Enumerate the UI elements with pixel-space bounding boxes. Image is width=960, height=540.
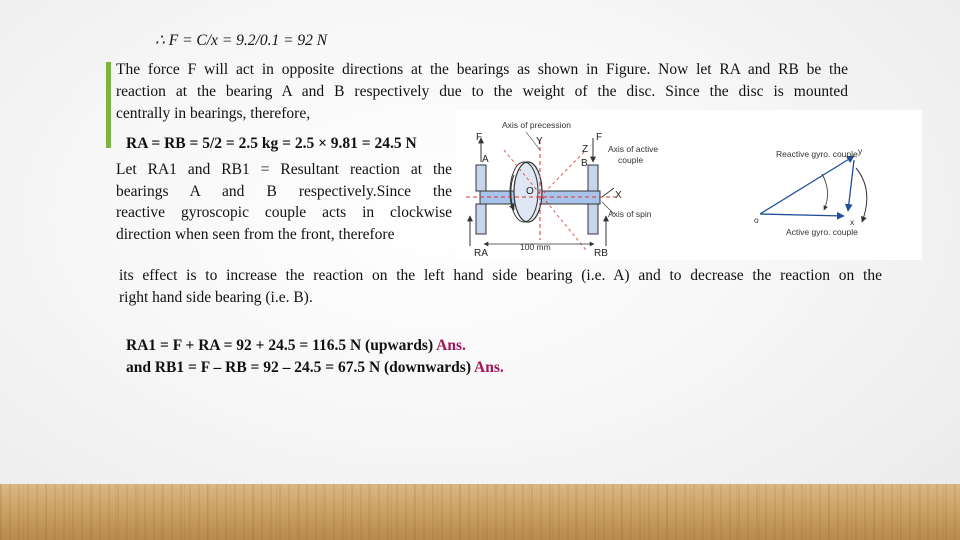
dimension-label: 100 mm xyxy=(520,242,551,252)
label-b: B xyxy=(581,158,588,169)
axis-active-couple-label-2: couple xyxy=(618,155,644,165)
left-column-line-1: Let RA1 and RB1 = Resultant reaction at the xyxy=(116,161,452,178)
label-rb: RB xyxy=(594,248,608,259)
active-couple-label: Active gyro. couple xyxy=(786,227,858,237)
label-z: Z xyxy=(582,144,589,155)
result-a-text: RA1 = F + RA = 92 + 24.5 = 116.5 N (upwards) xyxy=(126,337,434,354)
equation-reactions: RA = RB = 5/2 = 2.5 kg = 2.5 × 9.81 = 24.5 N xyxy=(126,135,417,152)
bearing-a-bottom xyxy=(476,204,486,234)
vector-yx xyxy=(848,160,854,211)
paragraph-line-1: The force F will act in opposite directions at the bearings as shown in Figure. Now let RA and RB be the xyxy=(116,61,848,78)
result-b-text: and RB1 = F – RB = 92 – 24.5 = 67.5 N (downwards) xyxy=(126,359,471,376)
label-x: X xyxy=(615,190,622,201)
bearing-a-top xyxy=(476,165,486,191)
bearing-b-bottom xyxy=(588,204,598,234)
label-ra: RA xyxy=(474,248,488,259)
gyroscope-diagram xyxy=(456,110,922,260)
axis-spin-label: Axis of spin xyxy=(608,209,652,219)
x-leader xyxy=(602,188,614,197)
axis-active-couple-label-1: Axis of active xyxy=(608,144,659,154)
wood-floor-background xyxy=(0,484,960,540)
equation-force-text: ∴ F = C/x = 9.2/0.1 = 92 N xyxy=(155,32,328,49)
left-column-line-3: reactive gyroscopic couple acts in clockwise xyxy=(116,204,452,221)
continuation-line-1: its effect is to increase the reaction on the left hand side bearing (i.e. A) and to decrease the reaction on the xyxy=(119,267,882,284)
bearing-b-top xyxy=(588,165,598,191)
equation-force xyxy=(155,30,327,52)
result-a-ans: Ans. xyxy=(436,337,466,354)
result-a xyxy=(126,335,466,357)
paragraph-line-2: reaction at the bearing A and B respectively due to the weight of the disc. Since the disc is mounted xyxy=(116,83,848,100)
vector-ox xyxy=(760,214,844,216)
axis-precession-label: Axis of precession xyxy=(502,120,571,130)
result-b-ans: Ans. xyxy=(474,359,504,376)
reactive-couple-arrow xyxy=(856,168,867,222)
vector-x-label: x xyxy=(850,217,855,227)
accent-bar xyxy=(106,62,111,148)
vector-y-label: y xyxy=(858,146,863,156)
label-f-right: F xyxy=(596,132,603,143)
left-column-line-4: direction when seen from the front, therefore xyxy=(116,226,395,243)
paragraph-line-3: centrally in bearings, therefore, xyxy=(116,105,311,122)
vector-oy xyxy=(760,156,854,214)
left-column-line-2: bearings A and B respectively.Since the xyxy=(116,183,452,200)
continuation-line-2: right hand side bearing (i.e. B). xyxy=(119,289,313,306)
label-f-left: F xyxy=(476,132,483,143)
vector-o-label: o xyxy=(754,215,759,225)
gyroscope-figure xyxy=(456,110,922,260)
label-a: A xyxy=(482,154,489,165)
active-couple-axis-line xyxy=(540,150,586,197)
active-couple-arrow xyxy=(822,174,828,210)
label-y: Y xyxy=(536,136,543,147)
reactive-couple-label: Reactive gyro. couple xyxy=(776,149,858,159)
label-o: O xyxy=(526,186,534,197)
result-b xyxy=(126,357,504,379)
